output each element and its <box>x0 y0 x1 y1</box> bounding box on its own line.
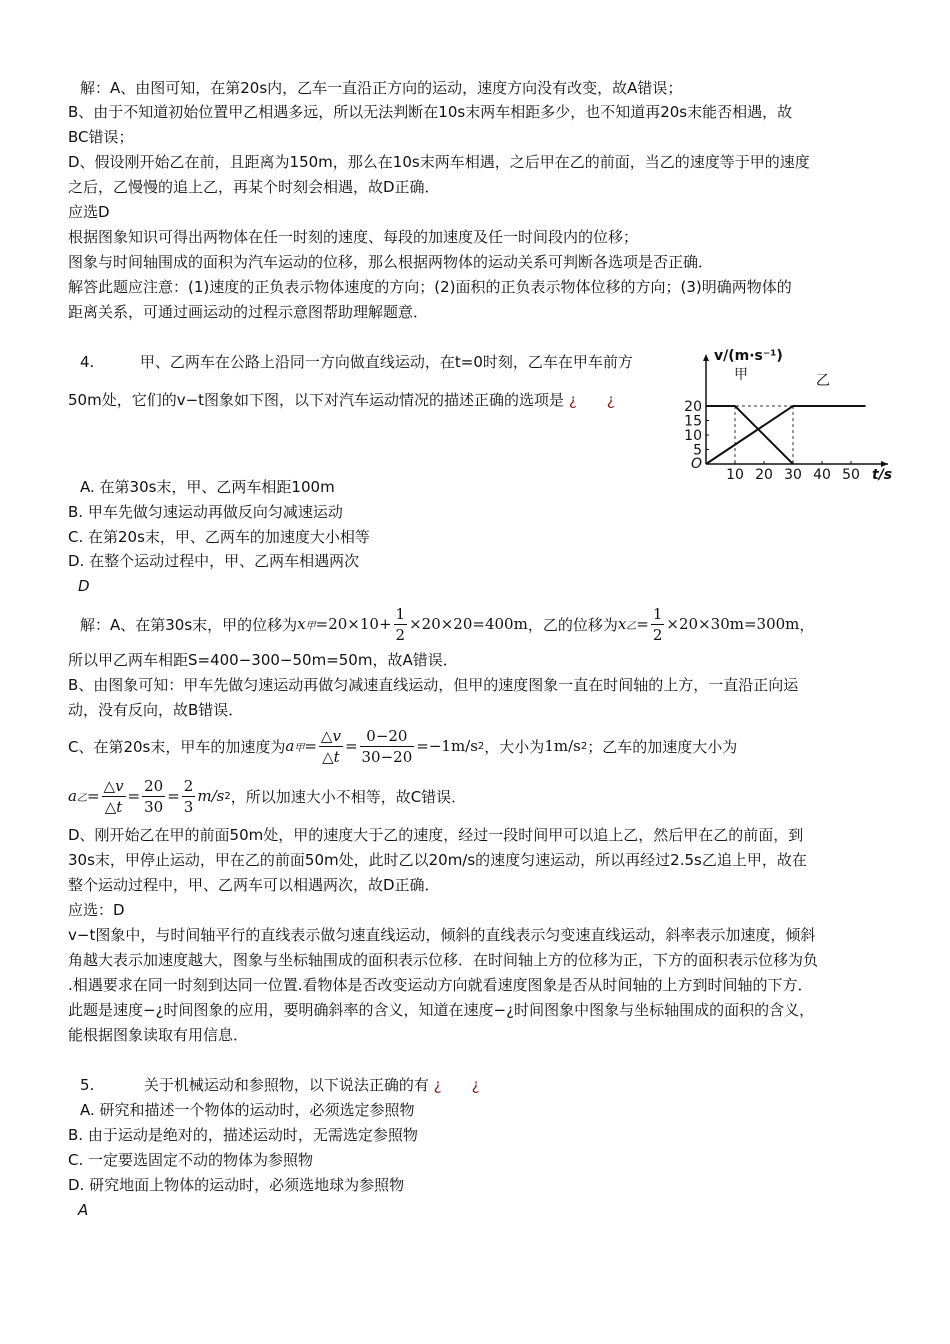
q4-sol-d-line-2: 30s末，甲停止运动，甲在乙的前面50m处，此时乙以20m/s的速度匀速运动，所以再经过2.5s乙追上甲，故在 <box>68 851 807 869</box>
q4-sol-d-line-3: 整个运动过程中，甲、乙两车可以相遇两次，故D正确． <box>68 876 440 894</box>
q4-sol-a-line-1: 解：A、在第30s末，甲的位移为 x 甲 =20×10+ $\frac{1}{2}$ ×20×20=400m ，乙的位移为 x 乙 = $\frac{1}{2}$ ×20×30m=300m ， <box>80 604 815 644</box>
fraction-jia-accel: $\frac{0-20}{30-20}$ <box>361 726 413 766</box>
q5-stem-text: 关于机械运动和参照物，以下说法正确的有 <box>143 1076 429 1094</box>
fraction-half-2: $\frac{1}{2}$ <box>652 604 663 644</box>
x-jia-expr-2: ×20×20=400m <box>409 615 528 633</box>
prev-sol-line-5: 之后，乙慢慢的追上乙，再某个时刻会相遇，故D正确． <box>68 178 440 196</box>
sol-c-end-text: ；乙车的加速度大小为 <box>587 737 738 756</box>
q5-option-d: D. 研究地面上物体的运动时，必须选地球为参照物 <box>68 1176 405 1194</box>
q4-sol-c-line-2: a 乙 = $\frac{\triangle v}{\triangle t}$ = $\frac{20}{30}$ = $\frac{2}{3}$ m/s 2 ，所以加速大小不相等，故C错误． <box>68 776 467 816</box>
y-tick-label-15: 15 <box>684 413 702 430</box>
prev-sol-line-2: B、由于不知道初始位置甲乙相遇多远，所以无法判断在10s末两车相距多少，也不知道再20s末能否相遇，故 <box>68 103 793 121</box>
tick-marks <box>684 399 860 483</box>
q5-option-a: A. 研究和描述一个物体的运动时，必须选定参照物 <box>80 1101 415 1119</box>
vt-graph <box>686 346 896 486</box>
y-axis-arrow-icon <box>703 354 709 361</box>
q5-option-c: C. 一定要选固定不动的物体为参照物 <box>68 1151 314 1169</box>
prev-sol-line-10: 距离关系，可通过画运动的过程示意图帮助理解题意． <box>68 303 429 321</box>
a-jia-symbol: a <box>285 737 295 755</box>
sol-a-mid-text: ，乙的位移为 <box>527 615 618 634</box>
fraction-20-30: $\frac{20}{30}$ <box>144 776 164 816</box>
prev-sol-line-1: 解：A、由图可知，在第20s内，乙车一直沿正方向的运动，速度方向没有改变，故A错误； <box>80 79 683 97</box>
prev-sol-line-7: 根据图象知识可得出两物体在任一时刻的速度、每段的加速度及任一时间段内的位移； <box>68 228 639 246</box>
q4-answer-blank: ¿ ¿ <box>568 391 615 409</box>
q4-option-b: B. 甲车先做匀速运动再做反向匀减速运动 <box>68 503 343 521</box>
q4-answer: D <box>78 577 90 595</box>
a-jia-value: =−1m/s <box>416 737 478 755</box>
y-tick-label-20: 20 <box>684 399 702 415</box>
x-yi-symbol: x <box>617 615 627 633</box>
q4-sol-b-line-1: B、由图象可知：甲车先做匀速运动再做匀减速直线运动，但甲的速度图象一直在时间轴的上方，一直沿正向运 <box>68 676 799 694</box>
a-yi-unit: m/s <box>197 787 225 805</box>
x-yi-expr: ×20×30m=300m <box>666 615 800 633</box>
fraction-half-1: $\frac{1}{2}$ <box>395 604 406 644</box>
prev-sol-line-8: 图象与时间轴围成的面积为汽车运动的位移，那么根据两物体的运动关系可判断各选项是否正确． <box>68 253 714 271</box>
q4-option-a: A. 在第30s末，甲、乙两车相距100m <box>80 478 335 496</box>
prev-sol-line-9: 解答此题应注意：(1)速度的正负表示物体速度的方向；(2)面积的正负表示物体位移的方向；(3)明确两物体的 <box>68 278 792 296</box>
q4-option-d: D. 在整个运动过程中，甲、乙两车相遇两次 <box>68 552 360 570</box>
q4-analysis-line-2: 角越大表示加速度越大，图象与坐标轴围成的面积表示位移．在时间轴上方的位移为正，下方的面积表示位移为负 <box>68 951 819 969</box>
q4-sol-d-line-1: D、刚开始乙在甲的前面50m处，甲的速度大于乙的速度，经过一段时间甲可以追上乙，然后甲在乙的前面，到 <box>68 826 804 844</box>
x-tick-label-10: 10 <box>726 467 744 483</box>
a-jia-subscript: 甲 <box>294 742 305 754</box>
q5-number: 5. <box>80 1076 95 1094</box>
sol-a-intro: 解：A、在第30s末，甲的位移为 <box>80 615 298 634</box>
x-axis-label: t/s <box>872 467 893 483</box>
x-tick-label-30: 30 <box>784 467 802 483</box>
x-yi-subscript: 乙 <box>626 620 637 632</box>
y-tick-label-10: 10 <box>684 428 702 444</box>
fraction-dv-dt-1: $\frac{\triangle v}{\triangle t}$ <box>320 726 341 766</box>
x-tick-label-50: 50 <box>842 467 860 483</box>
q5-option-b: B. 由于运动是绝对的，描述运动时，无需选定参照物 <box>68 1126 418 1144</box>
a-yi-subscript: 乙 <box>76 792 87 804</box>
q4-analysis-line-5: 能根据图象读取有用信息． <box>68 1026 249 1044</box>
a-yi-symbol: a <box>68 787 77 805</box>
q4-sol-b-line-2: 动，没有反向，故B错误． <box>68 701 244 719</box>
x-tick-label-40: 40 <box>813 467 831 483</box>
y-tick-label-5: 5 <box>693 442 702 459</box>
fraction-2-3: $\frac{2}{3}$ <box>183 776 194 816</box>
x-jia-subscript: 甲 <box>305 620 316 632</box>
sol-c-intro: C、在第20s末，甲车的加速度为 <box>68 737 286 756</box>
series-label-yi: 乙 <box>816 373 830 389</box>
q5-stem <box>80 1075 480 1095</box>
q4-sol-answer: 应选：D <box>68 901 125 919</box>
q4-number: 4. <box>80 353 95 371</box>
x-jia-symbol: x <box>297 615 306 633</box>
prev-sol-line-3: BC错误； <box>68 128 134 146</box>
q4-analysis-line-3: .相遇要求在同一时刻到达同一位置.看物体是否改变运动方向就看速度图象是否从时间轴的上方到时间轴的下方． <box>68 976 813 994</box>
a-jia-magnitude: 1m/s <box>544 737 581 755</box>
q5-answer: A <box>78 1201 89 1219</box>
q4-option-c: C. 在第20s末，甲、乙两车的加速度大小相等 <box>68 528 370 546</box>
q4-stem-line-2 <box>68 390 615 410</box>
q4-sol-c-line-1: C、在第20s末，甲车的加速度为 a 甲 = $\frac{\triangle v}{\triangle t}$ = $\frac{0-20}{30-20}$ =−1m/s 2 ，大小为 1m/s 2 ；乙车的加速度大小为 <box>68 726 738 766</box>
series-lines <box>706 406 866 464</box>
x-jia-expr-1: =20×10+ <box>315 615 392 633</box>
q4-analysis-line-4: 此题是速度−¿时间图象的应用，要明确斜率的含义，知道在速度−¿时间图象中图象与坐标轴围成的面积的含义， <box>68 1001 815 1019</box>
q4-stem-text-2: 50m处，它们的v−t图象如下图，以下对汽车运动情况的描述正确的选项是 <box>68 391 565 409</box>
sol-c-conclusion: ，所以加速大小不相等，故C错误． <box>230 787 467 806</box>
series-line-yi <box>706 406 866 464</box>
prev-sol-answer: 应选D <box>68 203 110 221</box>
q4-analysis-line-1: v−t图象中，与时间轴平行的直线表示做匀速直线运动，倾斜的直线表示匀变速直线运动，斜率表示加速度，倾斜 <box>68 926 816 944</box>
q5-answer-blank: ¿ ¿ <box>433 1076 480 1094</box>
sol-c-mid-text: ，大小为 <box>484 737 545 756</box>
fraction-dv-dt-2: $\frac{\triangle v}{\triangle t}$ <box>103 776 124 816</box>
x-tick-label-20: 20 <box>755 467 773 483</box>
y-axis-label: v/(m·s⁻¹) <box>714 348 783 364</box>
prev-sol-line-4: D、假设刚开始乙在前，且距离为150m，那么在10s末两车相遇，之后甲在乙的前面，当乙的速度等于甲的速度 <box>68 153 810 171</box>
q4-stem-line-1 <box>80 352 633 372</box>
q4-stem-text-1: 甲、乙两车在公路上沿同一方向做直线运动，在t=0时刻，乙车在甲车前方 <box>139 353 633 371</box>
origin-label: O <box>691 456 703 472</box>
q4-sol-a-line-2: 所以甲乙两车相距S=400−300−50m=50m，故A错误． <box>68 651 458 669</box>
series-label-jia: 甲 <box>734 367 748 383</box>
